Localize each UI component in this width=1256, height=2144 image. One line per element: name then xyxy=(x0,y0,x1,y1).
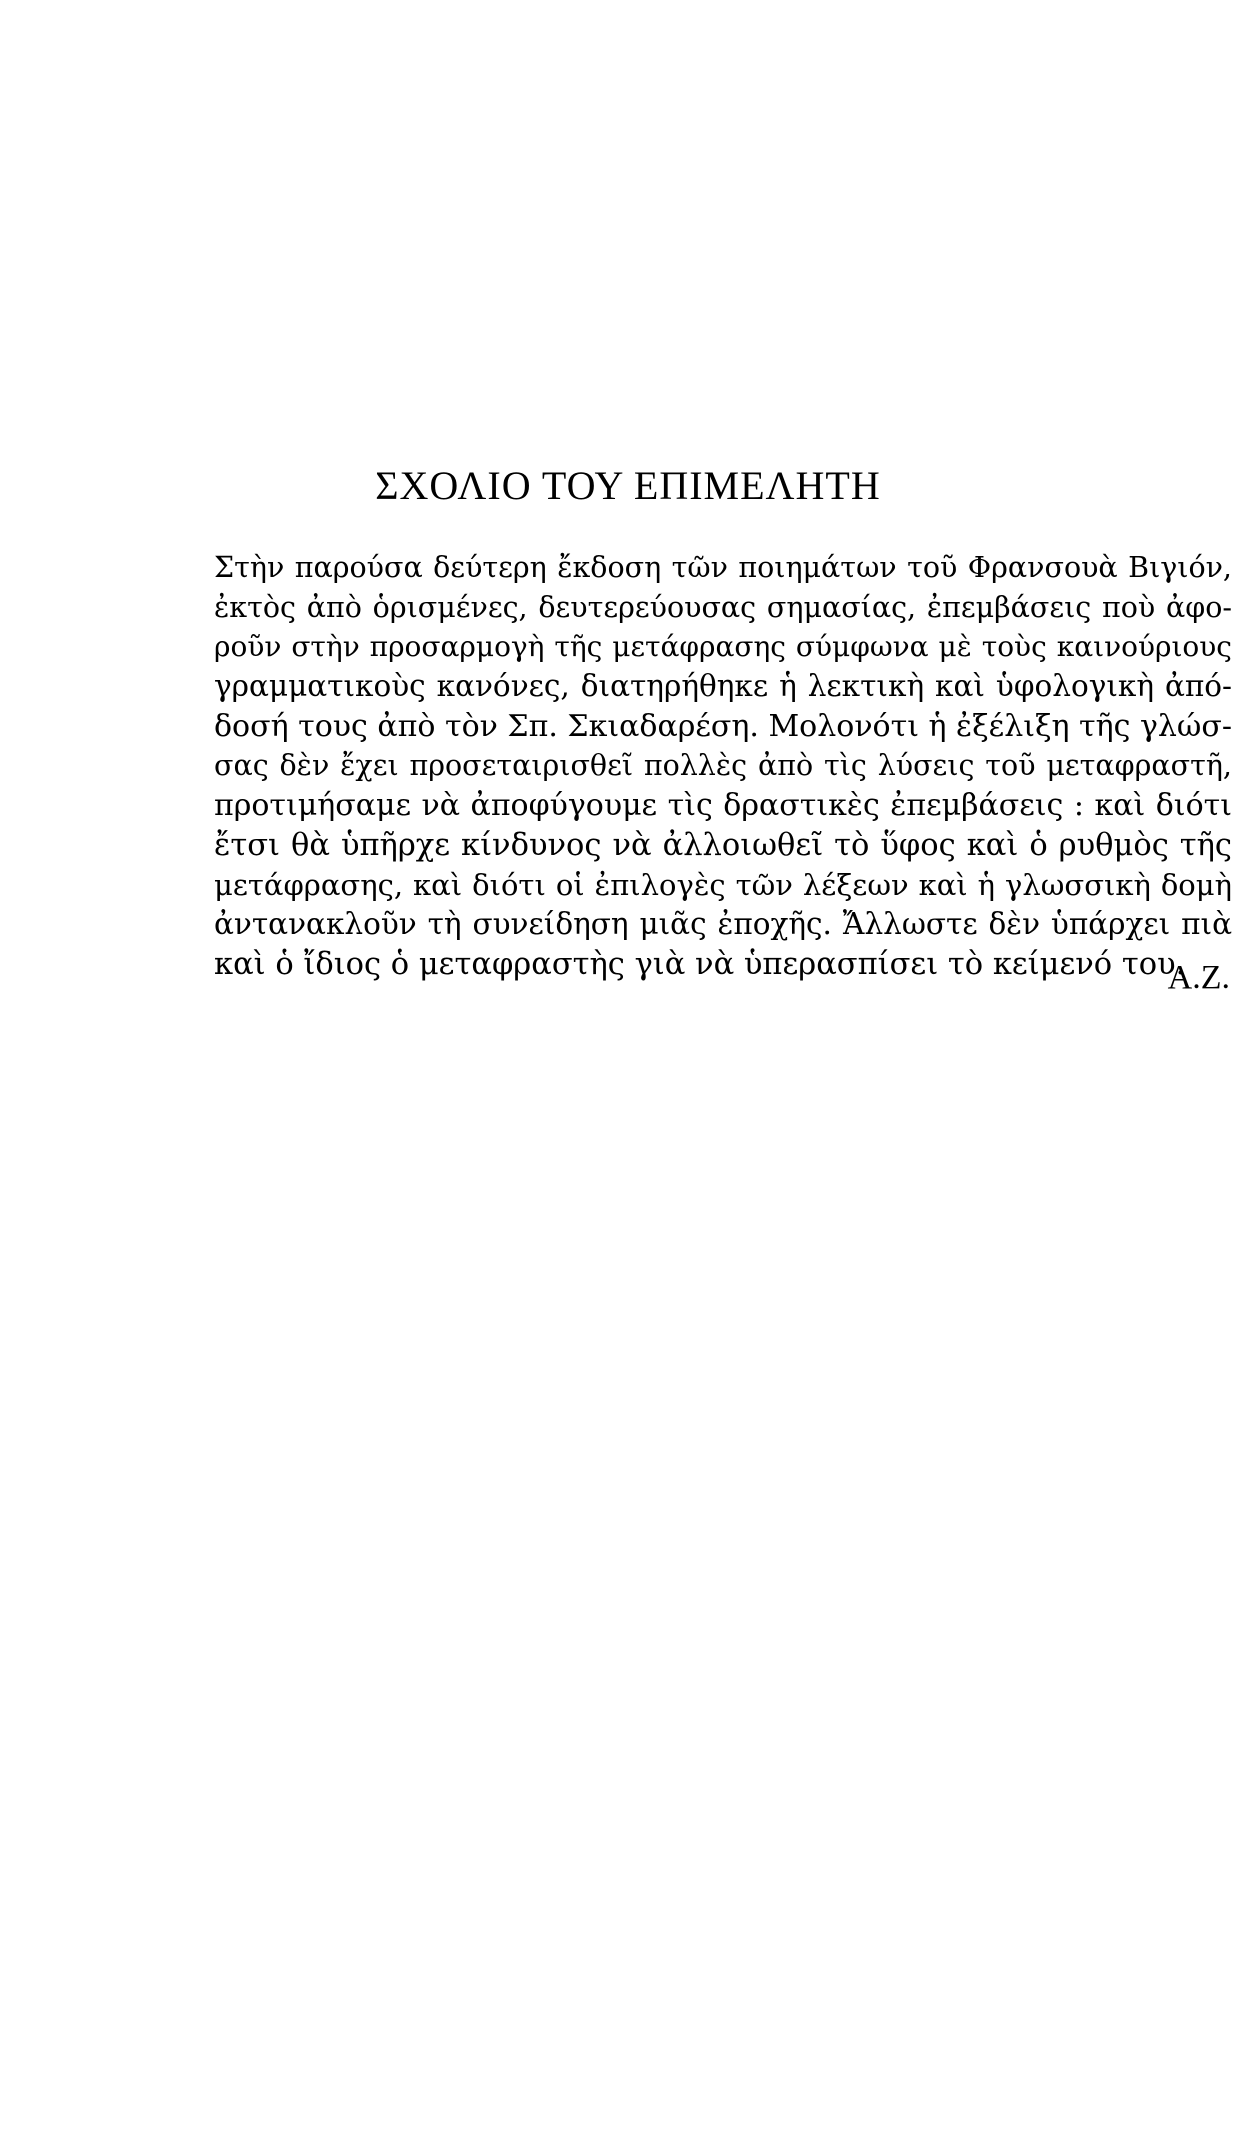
paragraph-line: γραμματικοὺς κανόνες, διατηρήθηκε ἡ λεκτικὴ καὶ ὑφολογικὴ ἀπό- xyxy=(214,669,1232,704)
paragraph-line: σας δὲν ἔχει προσεταιρισθεῖ πολλὲς ἀπὸ τὶς λύσεις τοῦ μεταφραστῆ, xyxy=(214,749,1232,783)
paragraph-line: Στὴν παρούσα δεύτερη ἔκδοση τῶν ποιημάτων τοῦ Φρανσουὰ Βιγιόν, xyxy=(214,551,1232,584)
paragraph-line: μετάφρασης, καὶ διότι οἱ ἐπιλογὲς τῶν λέξεων καὶ ἡ γλωσσικὴ δομὴ xyxy=(214,867,1232,902)
paragraph-line: ἀντανακλοῦν τὴ συνείδηση μιᾶς ἐποχῆς. Ἄλλωστε δὲν ὑπάρχει πιὰ xyxy=(214,907,1232,942)
paragraph-line: ροῦν στὴν προσαρμογὴ τῆς μετάφρασης σύμφωνα μὲ τοὺς καινούριους xyxy=(214,630,1232,664)
paragraph-line: προτιμήσαμε νὰ ἀποφύγουμε τὶς δραστικὲς ἐπεμβάσεις : καὶ διότι xyxy=(214,788,1232,824)
paragraph-line: καὶ ὁ ἴδιος ὁ μεταφραστὴς γιὰ νὰ ὑπερασπίσει τὸ κείμενό του. xyxy=(214,946,1186,982)
page-title: ΣΧΟΛΙΟ ΤΟΥ ΕΠΙΜΕΛΗΤΗ xyxy=(375,463,881,508)
paragraph-line: δοσή τους ἀπὸ τὸν Σπ. Σκιαδαρέση. Μολονότι ἡ ἐξέλιξη τῆς γλώσ- xyxy=(214,708,1232,744)
paragraph-line: ἐκτὸς ἀπὸ ὁρισμένες, δευτερεύουσας σημασίας, ἐπεμβάσεις ποὺ ἀφο- xyxy=(214,590,1232,624)
paragraph-line: ἔτσι θὰ ὑπῆρχε κίνδυνος νὰ ἀλλοιωθεῖ τὸ ὕφος καὶ ὁ ρυθμὸς τῆς xyxy=(214,827,1232,863)
signature-initials: Α.Ζ. xyxy=(1167,959,1230,996)
body-paragraph xyxy=(214,548,1232,985)
